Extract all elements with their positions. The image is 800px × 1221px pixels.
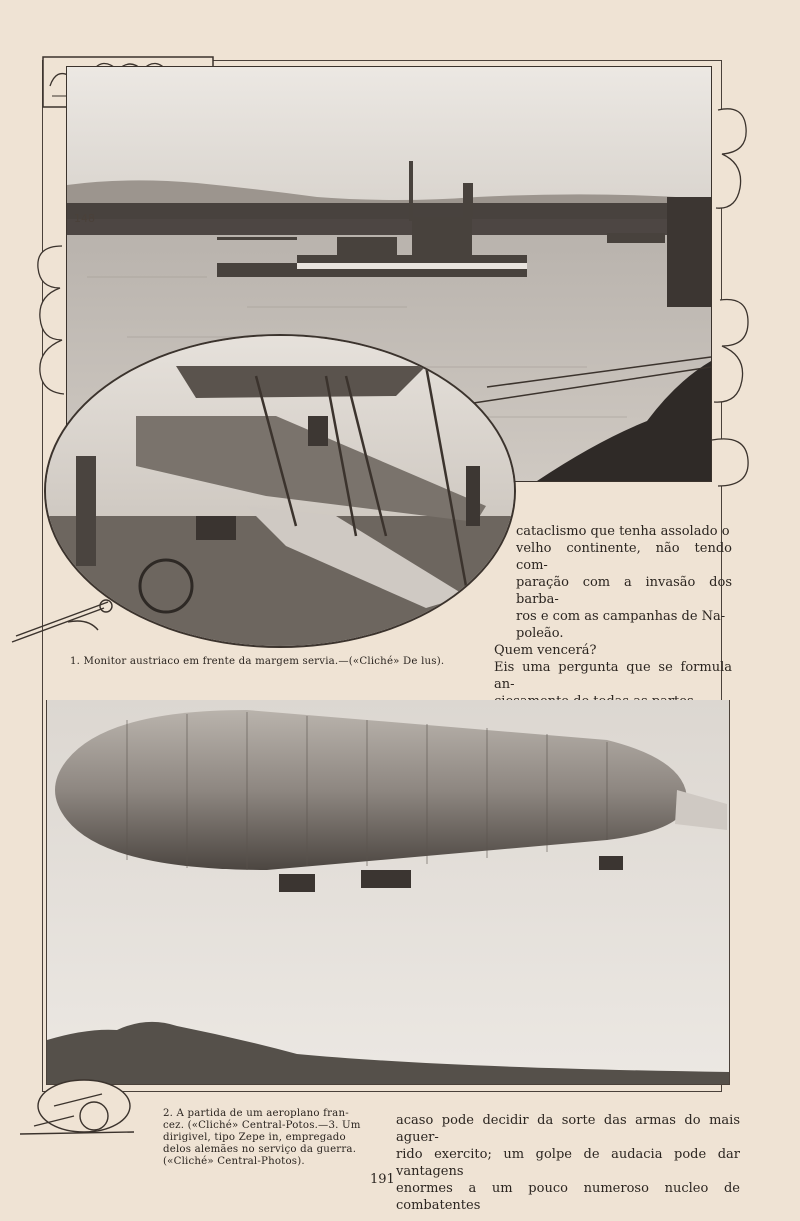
cannon-ornament <box>8 592 128 646</box>
caption-photos-2-3 <box>163 1108 378 1168</box>
caption-line: cez. («Cliché» Central-Potos.—3. Um <box>163 1120 361 1131</box>
photo-margin-number: 148 <box>74 212 95 225</box>
text-line: velho continente, não tendo com- <box>516 541 732 573</box>
caption-line: («Cliché» Central-Photos). <box>163 1156 305 1167</box>
text-line: Quem vencerá? <box>494 643 597 658</box>
text-line: Eis uma pergunta que se formula an- <box>494 660 732 692</box>
text-line: rido exercito; um golpe de audacia pode dar vantagens <box>396 1147 740 1179</box>
caption-line: 2. A partida de um aeroplano fran- <box>163 1108 349 1119</box>
caption-line: dirigivel, tipo Zepe in, empregado <box>163 1132 346 1143</box>
caption-line: delos alemães no serviço da guerra. <box>163 1144 357 1155</box>
text-line: ros e com as campanhas de Na- <box>516 609 726 624</box>
text-column-bottom <box>396 1112 740 1214</box>
right-scroll-ornament <box>708 100 754 500</box>
text-line: paração com a invasão dos barba- <box>516 575 732 607</box>
caption-photo-1: 1. Monitor austriaco em frente da margem servia.—(«Cliché» De lus). <box>70 656 445 667</box>
photo-zeppelin <box>46 700 730 1085</box>
text-line: acaso pode decidir da sorte das armas do mais aguer- <box>396 1113 740 1145</box>
left-scroll-ornament <box>34 240 68 410</box>
cannon-vignette <box>14 1076 154 1140</box>
page-number: 191 <box>370 1172 395 1187</box>
text-line: cataclismo que tenha assolado o <box>516 524 730 539</box>
text-line: poleão. <box>516 626 564 641</box>
text-line: enormes a um pouco numeroso nucleo de combatentes <box>396 1181 740 1213</box>
